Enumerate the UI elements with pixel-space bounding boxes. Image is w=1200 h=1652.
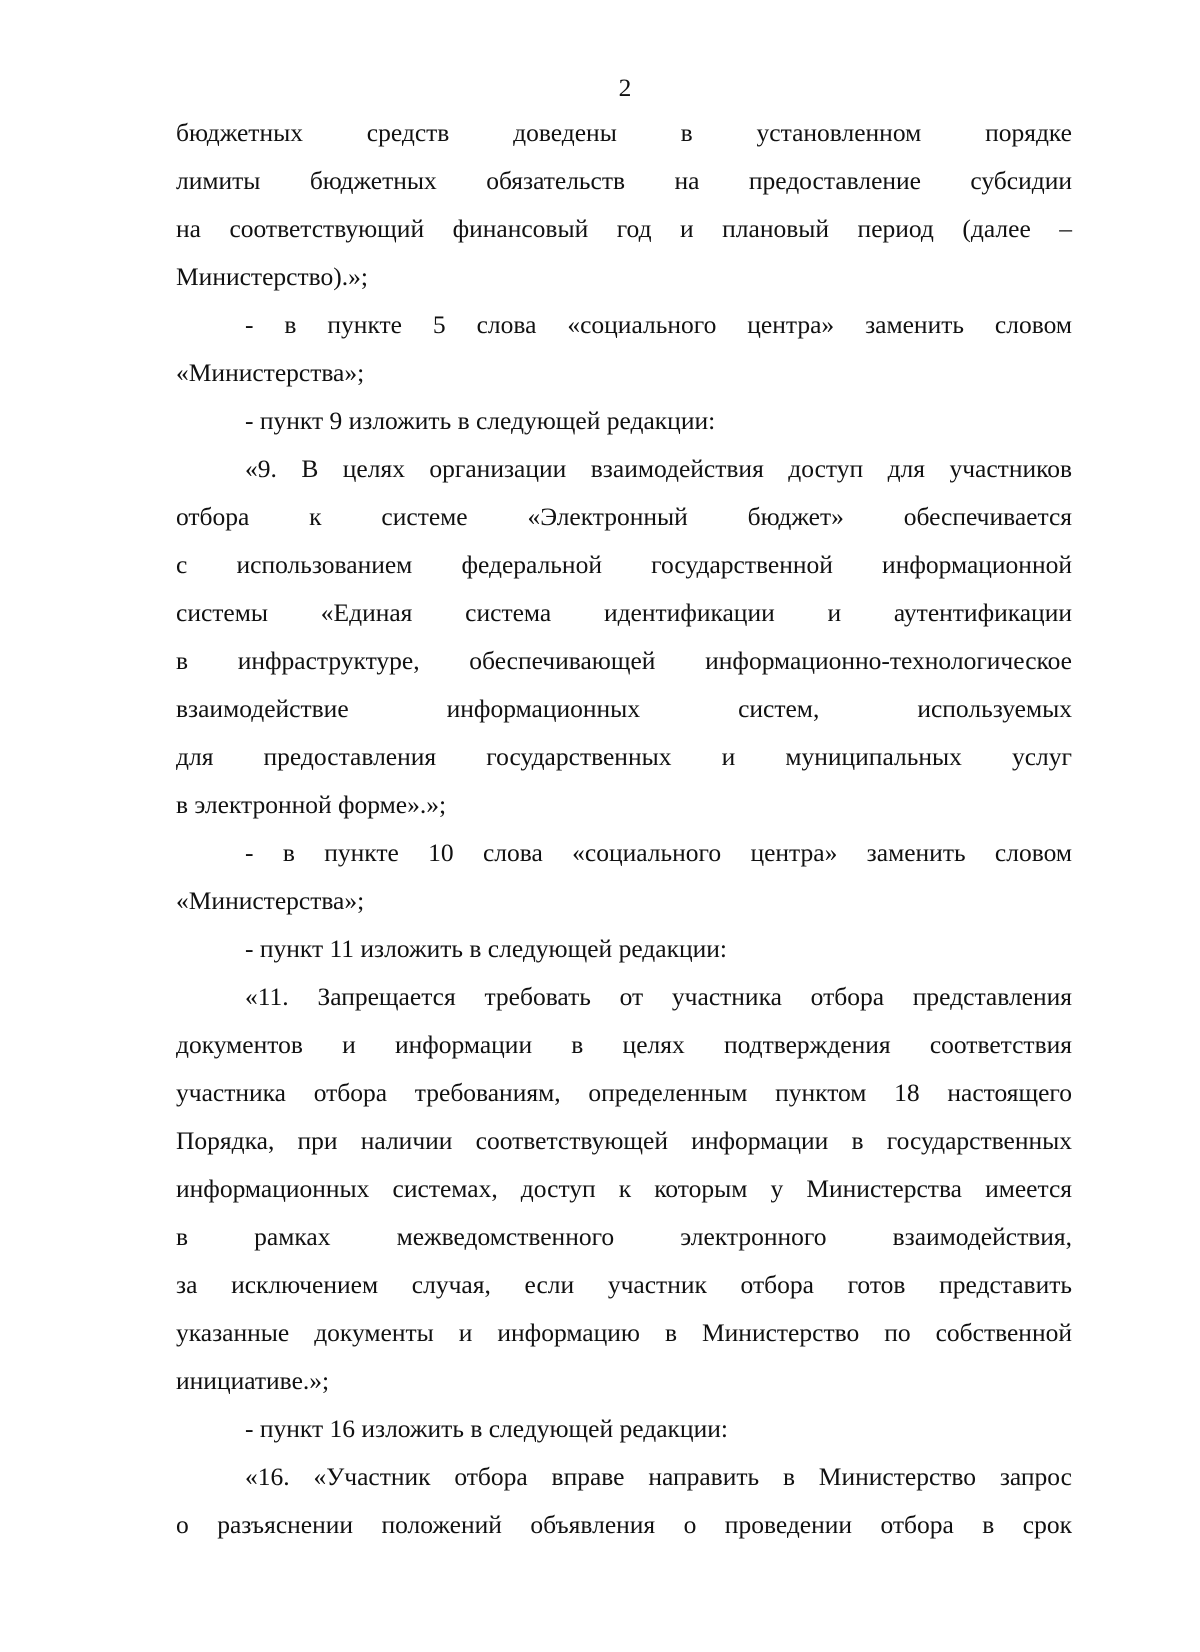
text-line: - пункт 9 изложить в следующей редакции: (245, 406, 716, 435)
text-line: системы «Единая система идентификации и аутентификации (176, 598, 1072, 627)
document-body (176, 109, 1072, 1549)
text-line: информационных системах, доступ к которым у Министерства имеется (176, 1174, 1072, 1203)
text-line: лимиты бюджетных обязательств на предоставление субсидии (176, 166, 1072, 195)
text-line: «Министерства»; (176, 886, 365, 915)
text-line: с использованием федеральной государственной информационной (176, 550, 1072, 579)
text-line: о разъяснении положений объявления о проведении отбора в срок (176, 1510, 1072, 1539)
text-line: взаимодействие информационных систем, используемых (176, 694, 1072, 723)
text-line: «9. В целях организации взаимодействия доступ для участников (245, 454, 1072, 483)
text-line: «Министерства»; (176, 358, 365, 387)
text-line: в инфраструктуре, обеспечивающей информационно-технологическое (176, 646, 1072, 675)
text-line: - в пункте 10 слова «социального центра» заменить словом (245, 838, 1072, 867)
text-line: - в пункте 5 слова «социального центра» заменить словом (245, 310, 1072, 339)
text-line: инициативе.»; (176, 1366, 330, 1395)
text-line: в рамках межведомственного электронного взаимодействия, (176, 1222, 1072, 1251)
text-line: - пункт 16 изложить в следующей редакции: (245, 1414, 728, 1443)
text-line: - пункт 11 изложить в следующей редакции: (245, 934, 728, 963)
text-line: отбора к системе «Электронный бюджет» обеспечивается (176, 502, 1072, 531)
text-line: «16. «Участник отбора вправе направить в Министерство запрос (245, 1462, 1072, 1491)
text-line: на соответствующий финансовый год и плановый период (далее – (176, 214, 1072, 243)
text-line: участника отбора требованиям, определенным пунктом 18 настоящего (176, 1078, 1072, 1107)
text-line: указанные документы и информацию в Министерство по собственной (176, 1318, 1072, 1347)
page-number: 2 (618, 73, 632, 102)
text-line: Порядка, при наличии соответствующей информации в государственных (176, 1126, 1072, 1155)
text-line: «11. Запрещается требовать от участника отбора представления (245, 982, 1072, 1011)
text-line: Министерство).»; (176, 262, 368, 291)
text-line: бюджетных средств доведены в установленном порядке (176, 118, 1072, 147)
text-line: документов и информации в целях подтверждения соответствия (176, 1030, 1072, 1059)
text-line: в электронной форме».»; (176, 790, 447, 819)
text-line: для предоставления государственных и муниципальных услуг (176, 742, 1072, 771)
text-line: за исключением случая, если участник отбора готов представить (176, 1270, 1072, 1299)
